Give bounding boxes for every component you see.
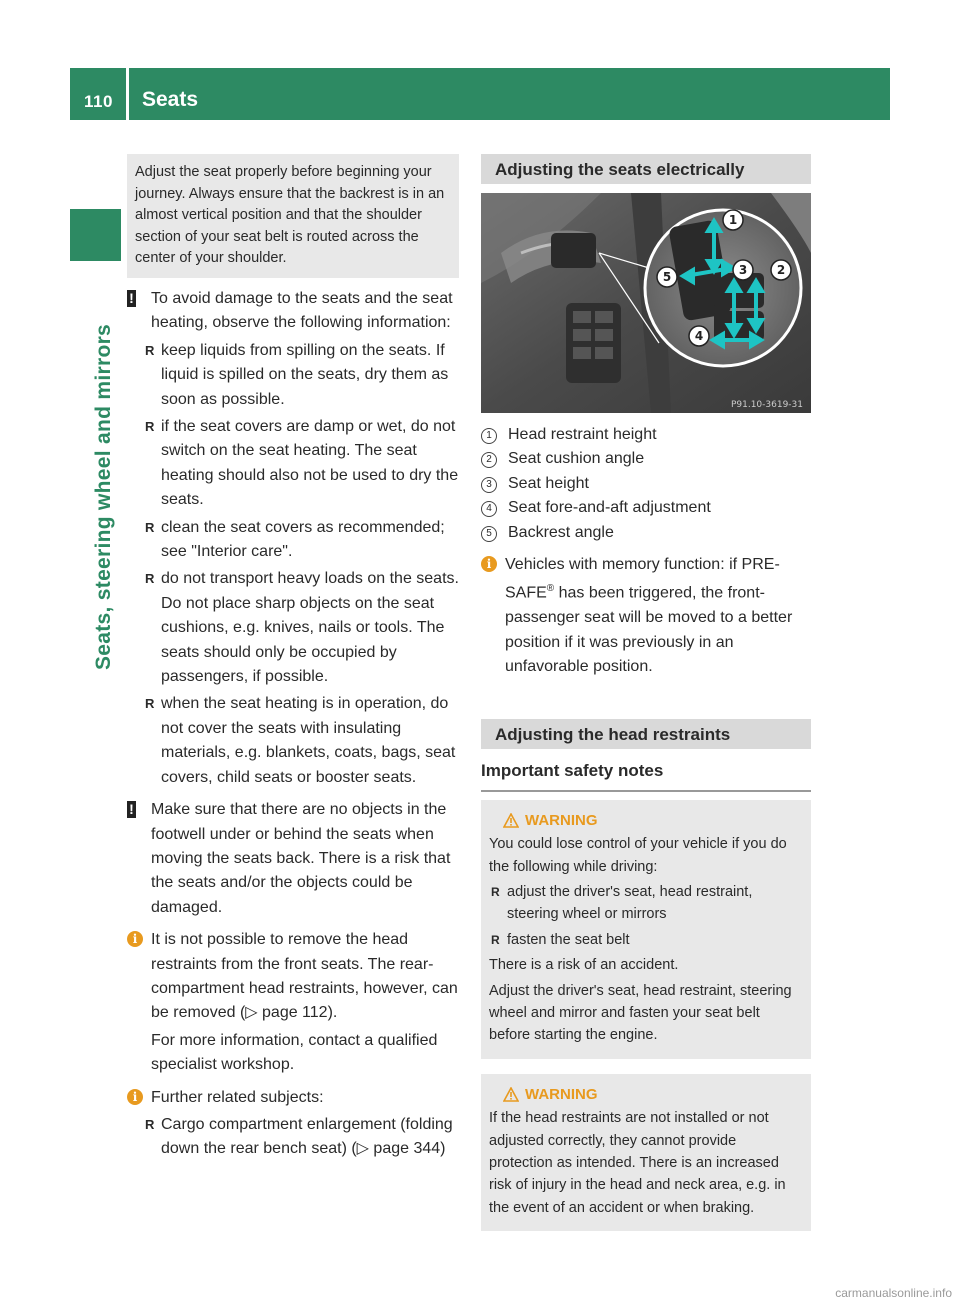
legend-item: 2 Seat cushion angle <box>481 447 811 471</box>
page-number: 110 <box>84 92 113 111</box>
right-column <box>481 154 811 1231</box>
list-item: R fasten the seat belt <box>489 929 803 951</box>
list-item: R if the seat covers are damp or wet, do not switch on the seat heating. The seat heating should also not be used to dry the seats. <box>127 415 459 513</box>
info-icon: i <box>127 1089 143 1105</box>
callout-5: 5 <box>662 270 672 284</box>
section-heading: Adjusting the head restraints <box>481 719 811 749</box>
watermark: carmanualsonline.info <box>835 1286 952 1300</box>
door-panel-illustration <box>481 193 811 413</box>
legend-item: 3 Seat height <box>481 472 811 496</box>
note-box <box>127 154 459 278</box>
warning-label: WARNING <box>525 1085 598 1103</box>
warning-triangle-icon <box>503 1087 519 1102</box>
chapter-title: Seats <box>142 88 199 111</box>
warning-box <box>481 800 811 1059</box>
memory-function-info: i Vehicles with memory function: if PRE-SAFE® has been triggered, the front-passenger seat will be moved to a better position if it was previously in an unfavorable position. <box>481 553 811 679</box>
damage-warning <box>127 287 459 336</box>
callout-4: 4 <box>694 329 704 343</box>
objects-warning <box>127 798 459 920</box>
warning-label: WARNING <box>525 811 598 829</box>
list-item: R when the seat heating is in operation, do not cover the seats with insulating materials, e.g. blankets, coats, bags, seat covers, child seats or booster seats. <box>127 692 459 790</box>
subsection-heading: Important safety notes <box>481 759 811 791</box>
callout-3: 3 <box>738 263 748 277</box>
info-icon: i <box>481 556 497 572</box>
exclamation-icon: ! <box>127 290 136 307</box>
list-item: R Cargo compartment enlargement (folding down the rear bench seat) (▷ page 344) <box>127 1113 459 1162</box>
damage-warning-intro: To avoid damage to the seats and the seat heating, observe the following information: <box>151 289 453 332</box>
seat-controls-figure <box>481 193 811 413</box>
callout-1: 1 <box>728 213 738 227</box>
section-heading: Adjusting the seats electrically <box>481 154 811 184</box>
related-subjects-label: Further related subjects: <box>151 1088 324 1106</box>
objects-warning-text: Make sure that there are no objects in the footwell under or behind the seats when moving the seats back. There is a risk that the seats and/or the objects could be damaged. <box>151 801 451 916</box>
more-info-text: For more information, contact a qualified specialist workshop. <box>151 1031 438 1074</box>
callout-2: 2 <box>776 263 786 277</box>
figure-code: P91.10-3619-31 <box>730 400 803 410</box>
legend-item: 1 Head restraint height <box>481 423 811 447</box>
legend-item: 5 Backrest angle <box>481 521 811 545</box>
list-item: R adjust the driver's seat, head restraint, steering wheel or mirrors <box>489 881 803 926</box>
header-divider <box>126 68 129 120</box>
list-item: R do not transport heavy loads on the seats. Do not place sharp objects on the seat cushions, e.g. knives, nails or tools. The seats should only be occupied by passengers, if possible. <box>127 567 459 689</box>
left-column <box>127 154 459 1162</box>
side-chapter-label: Seats, steering wheel and mirrors <box>92 323 115 670</box>
legend-item: 4 Seat fore-and-aft adjustment <box>481 496 811 520</box>
warning-text: If the head restraints are not installed or not adjusted correctly, they cannot provide protection as intended. There is an increased risk of injury in the head and neck area, e.g. in the event of an accident or when braking. <box>489 1110 786 1216</box>
head-restraint-info <box>127 928 459 1026</box>
warning-box <box>481 1074 811 1231</box>
note-text: Adjust the seat properly before beginning your journey. Always ensure that the backrest is in an almost vertical position and that the shoulder section of your seat belt is routed across the center of your shoulder. <box>135 164 445 267</box>
warning-risk: There is a risk of an accident. <box>489 957 679 974</box>
exclamation-icon: ! <box>127 801 136 818</box>
info-icon: i <box>127 931 143 947</box>
warning-triangle-icon <box>503 813 519 828</box>
list-item: R clean the seat covers as recommended; see "Interior care". <box>127 516 459 565</box>
list-item: R keep liquids from spilling on the seats. If liquid is spilled on the seats, dry them as soon as possible. <box>127 339 459 412</box>
page-header <box>70 68 890 120</box>
head-restraint-info-text: It is not possible to remove the head restraints from the front seats. The rear-compartment head restraints, however, can be removed (▷ page 112). <box>151 931 458 1022</box>
warning-intro: You could lose control of your vehicle if you do the following while driving: <box>489 836 787 875</box>
side-tab-marker <box>70 209 121 261</box>
related-subjects <box>127 1086 459 1110</box>
warning-action: Adjust the driver's seat, head restraint, steering wheel and mirror and fasten your seat belt before starting the engine. <box>489 982 792 1044</box>
